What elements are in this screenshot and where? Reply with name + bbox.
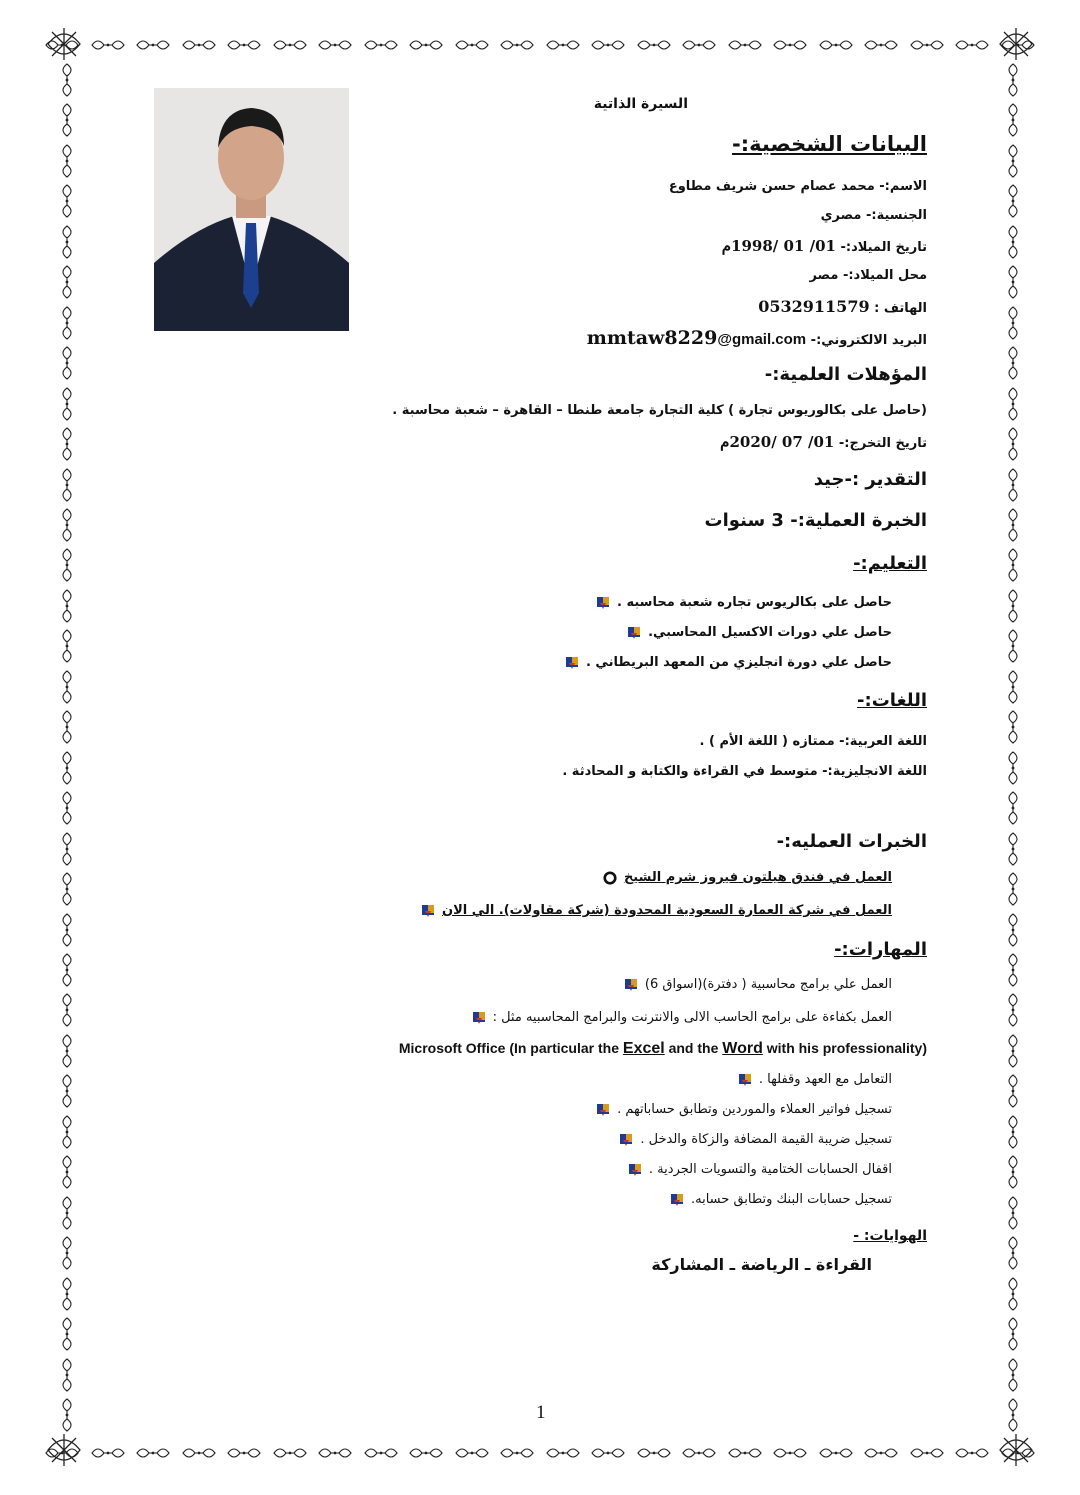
border-ornament-icon: [59, 1114, 75, 1150]
name-row: [669, 179, 927, 194]
border-ornament-icon: [590, 37, 626, 53]
border-ornament-icon: [863, 1445, 899, 1461]
border-ornament-icon: [727, 37, 763, 53]
excel-word: Excel: [622, 1040, 665, 1057]
border-ornament-icon: [909, 37, 945, 53]
page-border-bottom: [44, 1438, 1036, 1468]
list-item: التعامل مع العهد وقفلها .: [737, 1072, 892, 1087]
border-ornament-icon: [59, 750, 75, 786]
border-ornament-icon: [727, 1445, 763, 1461]
border-ornament-icon: [59, 952, 75, 988]
bullet-icon: [564, 656, 580, 670]
email-domain: @gmail.com: [717, 331, 807, 348]
grade-value: جيد: [813, 469, 845, 490]
border-ornament-icon: [181, 1445, 217, 1461]
border-ornament-icon: [1005, 102, 1021, 138]
border-ornament-icon: [545, 1445, 581, 1461]
list-item: حاصل علي دورات الاكسيل المحاسبي.: [626, 625, 892, 640]
english-value: متوسط في القراءة والكتابة و المحادثة .: [562, 764, 818, 779]
border-ornament-icon: [408, 1445, 444, 1461]
arabic-row: [700, 734, 927, 749]
phone-value: 0532911579: [758, 297, 870, 316]
bullet-icon: [623, 978, 639, 992]
border-ornament-icon: [1005, 547, 1021, 583]
bullet-icon: [627, 1163, 643, 1177]
border-ornament-icon: [59, 102, 75, 138]
bullet-icon: [626, 626, 642, 640]
border-ornament-icon: [317, 1445, 353, 1461]
border-ornament-icon: [272, 1445, 308, 1461]
border-ornament-icon: [1005, 426, 1021, 462]
border-ornament-icon: [59, 62, 75, 98]
email-label: البريد الالكتروني:-: [810, 333, 927, 348]
border-ornament-icon: [44, 37, 80, 53]
border-ornament-icon: [1005, 588, 1021, 624]
border-ornament-icon: [1005, 1276, 1021, 1312]
border-ornament-icon: [1005, 507, 1021, 543]
border-ornament-icon: [59, 1397, 75, 1433]
border-ornament-icon: [226, 1445, 262, 1461]
page-border-left: [52, 62, 82, 1433]
border-ornament-icon: [1000, 37, 1036, 53]
list-item: حاصل على بكالريوس تجاره شعبة محاسبه .: [595, 595, 892, 610]
page-border-right: [998, 62, 1028, 1433]
border-ornament-icon: [59, 1316, 75, 1352]
work-heading: الخبرات العمليه:-: [776, 831, 927, 852]
border-ornament-icon: [59, 871, 75, 907]
border-ornament-icon: [1005, 62, 1021, 98]
list-item: تسجيل ضريبة القيمة المضافة والزكاة والدخل .: [618, 1132, 892, 1147]
border-ornament-icon: [1005, 871, 1021, 907]
border-ornament-icon: [59, 547, 75, 583]
list-item: العمل في فندق هيلتون فيروز شرم الشيخ: [602, 870, 892, 885]
border-ornament-icon: [363, 1445, 399, 1461]
list-item: العمل علي برامج محاسبية ( دفترة)(اسواق 6): [623, 977, 892, 992]
border-ornament-icon: [454, 37, 490, 53]
border-ornament-icon: [59, 588, 75, 624]
border-ornament-icon: [59, 628, 75, 664]
border-ornament-icon: [1005, 467, 1021, 503]
border-ornament-icon: [1005, 1073, 1021, 1109]
border-ornament-icon: [59, 345, 75, 381]
border-ornament-icon: [499, 37, 535, 53]
border-ornament-icon: [1005, 1397, 1021, 1433]
dob-row: [722, 237, 927, 255]
border-ornament-icon: [1005, 1195, 1021, 1231]
border-ornament-icon: [1005, 1235, 1021, 1271]
border-ornament-icon: [954, 37, 990, 53]
border-ornament-icon: [59, 426, 75, 462]
border-ornament-icon: [1005, 264, 1021, 300]
border-ornament-icon: [1000, 1445, 1036, 1461]
border-ornament-icon: [90, 1445, 126, 1461]
degree-line: (حاصل على بكالوريوس تجارة ) كلية التجارة جامعة طنطا – القاهرة – شعبة محاسبة .: [392, 403, 927, 418]
border-ornament-icon: [1005, 305, 1021, 341]
arabic-value: ممتازه ( اللغة الأم ) .: [699, 734, 835, 749]
list-item: العمل بكفاءة على برامج الحاسب الالى والانترنت والبرامج المحاسبيه مثل :: [471, 1010, 892, 1025]
experience-value: 3 سنوات: [704, 510, 784, 531]
pob-label: محل الميلاد:-: [842, 268, 927, 283]
graduation-label: تاريخ التخرج:-: [838, 436, 927, 451]
border-ornament-icon: [59, 1235, 75, 1271]
english-label: اللغة الانجليزية:-: [822, 764, 927, 779]
border-ornament-icon: [1005, 790, 1021, 826]
bullet-icon: [737, 1073, 753, 1087]
border-ornament-icon: [59, 790, 75, 826]
skills-heading: المهارات:-: [834, 939, 927, 960]
email-row: [587, 327, 927, 349]
border-ornament-icon: [499, 1445, 535, 1461]
page-border-top: [44, 30, 1036, 60]
border-ornament-icon: [317, 37, 353, 53]
phone-row: [758, 297, 927, 316]
page-number: 1: [536, 1402, 546, 1423]
doc-title: السيرة الذاتية: [593, 96, 688, 112]
bullet-icon: [618, 1133, 634, 1147]
bullet-icon: [595, 1103, 611, 1117]
border-ornament-icon: [59, 507, 75, 543]
hobbies-heading: الهوايات: -: [853, 1228, 927, 1244]
education-heading: التعليم:-: [853, 553, 927, 574]
list-item: تسجيل حسابات البنك وتطابق حسابه.: [669, 1192, 892, 1207]
phone-label: الهاتف :: [874, 301, 927, 316]
border-ornament-icon: [59, 386, 75, 422]
border-ornament-icon: [59, 183, 75, 219]
border-ornament-icon: [1005, 143, 1021, 179]
name-value: محمد عصام حسن شريف مطاوع: [668, 179, 875, 194]
border-ornament-icon: [59, 467, 75, 503]
list-item: حاصل علي دورة انجليزي من المعهد البريطاني .: [564, 655, 892, 670]
border-ornament-icon: [135, 37, 171, 53]
name-label: الاسم:-: [879, 179, 927, 194]
border-ornament-icon: [1005, 1357, 1021, 1393]
ring-bullet-icon: [602, 871, 618, 885]
border-ornament-icon: [818, 37, 854, 53]
border-ornament-icon: [818, 1445, 854, 1461]
border-ornament-icon: [1005, 750, 1021, 786]
border-ornament-icon: [681, 1445, 717, 1461]
border-ornament-icon: [59, 1195, 75, 1231]
border-ornament-icon: [59, 305, 75, 341]
border-ornament-icon: [636, 37, 672, 53]
border-ornament-icon: [59, 1276, 75, 1312]
border-ornament-icon: [59, 831, 75, 867]
word-word: Word: [722, 1040, 763, 1057]
border-ornament-icon: [590, 1445, 626, 1461]
border-ornament-icon: [272, 37, 308, 53]
border-ornament-icon: [1005, 345, 1021, 381]
dob-label: تاريخ الميلاد:-: [840, 240, 927, 255]
list-item: تسجيل فواتير العملاء والموردين وتطابق حساباتهم .: [595, 1102, 892, 1117]
border-ornament-icon: [59, 912, 75, 948]
border-ornament-icon: [1005, 1154, 1021, 1190]
border-ornament-icon: [636, 1445, 672, 1461]
bullet-icon: [669, 1193, 685, 1207]
graduation-value: 01/ 07 /2020م: [720, 433, 835, 451]
bullet-icon: [471, 1011, 487, 1025]
border-ornament-icon: [1005, 912, 1021, 948]
email-user: mmtaw8229: [586, 327, 718, 349]
border-ornament-icon: [681, 37, 717, 53]
grade-label: التقدير :-: [844, 469, 927, 490]
border-ornament-icon: [59, 992, 75, 1028]
border-ornament-icon: [1005, 952, 1021, 988]
hobbies-value: القراءة ـ الرياضة ـ المشاركة: [651, 1255, 872, 1274]
border-ornament-icon: [44, 1445, 80, 1461]
border-ornament-icon: [59, 709, 75, 745]
border-ornament-icon: [863, 37, 899, 53]
border-ornament-icon: [59, 669, 75, 705]
border-ornament-icon: [408, 37, 444, 53]
personal-heading: البيانات الشخصية:-: [732, 132, 927, 156]
border-ornament-icon: [1005, 709, 1021, 745]
grade-row: [814, 469, 927, 490]
border-ornament-icon: [226, 37, 262, 53]
qualifications-heading: المؤهلات العلمية:-: [764, 364, 927, 385]
border-ornament-icon: [1005, 1114, 1021, 1150]
border-ornament-icon: [135, 1445, 171, 1461]
border-ornament-icon: [909, 1445, 945, 1461]
bullet-icon: [420, 904, 436, 918]
nationality-label: الجنسية:-: [865, 208, 927, 223]
border-ornament-icon: [1005, 224, 1021, 260]
ms-office-line: Microsoft Office (In particular the Excel and the Word with his professionality): [398, 1040, 927, 1057]
border-ornament-icon: [59, 143, 75, 179]
list-item: اقفال الحسابات الختامية والتسويات الجردية .: [627, 1162, 892, 1177]
graduation-row: [720, 433, 927, 451]
english-row: [562, 764, 927, 779]
border-ornament-icon: [59, 264, 75, 300]
languages-heading: اللغات:-: [857, 690, 927, 711]
arabic-label: اللغة العربية:-: [839, 734, 927, 749]
border-ornament-icon: [772, 37, 808, 53]
border-ornament-icon: [59, 224, 75, 260]
border-ornament-icon: [1005, 628, 1021, 664]
bullet-icon: [595, 596, 611, 610]
border-ornament-icon: [59, 1033, 75, 1069]
border-ornament-icon: [59, 1154, 75, 1190]
border-ornament-icon: [59, 1357, 75, 1393]
border-ornament-icon: [1005, 992, 1021, 1028]
border-ornament-icon: [1005, 831, 1021, 867]
experience-label: الخبرة العملية:-: [790, 510, 927, 531]
border-ornament-icon: [181, 37, 217, 53]
border-ornament-icon: [1005, 386, 1021, 422]
border-ornament-icon: [1005, 1033, 1021, 1069]
border-ornament-icon: [1005, 669, 1021, 705]
border-ornament-icon: [772, 1445, 808, 1461]
border-ornament-icon: [1005, 1316, 1021, 1352]
pob-value: مصر: [809, 268, 839, 283]
list-item: العمل في شركة العمارة السعودية المحدودة (شركة مقاولات). الي الان: [420, 903, 892, 918]
border-ornament-icon: [1005, 183, 1021, 219]
nationality-value: مصري: [820, 208, 862, 223]
border-ornament-icon: [363, 37, 399, 53]
pob-row: [809, 268, 927, 283]
experience-row: [705, 510, 927, 531]
border-ornament-icon: [545, 37, 581, 53]
border-ornament-icon: [59, 1073, 75, 1109]
dob-value: 01/ 01 /1998م: [721, 237, 836, 255]
border-ornament-icon: [954, 1445, 990, 1461]
border-ornament-icon: [90, 37, 126, 53]
border-ornament-icon: [454, 1445, 490, 1461]
nationality-row: [821, 208, 927, 223]
profile-photo: [154, 88, 349, 331]
